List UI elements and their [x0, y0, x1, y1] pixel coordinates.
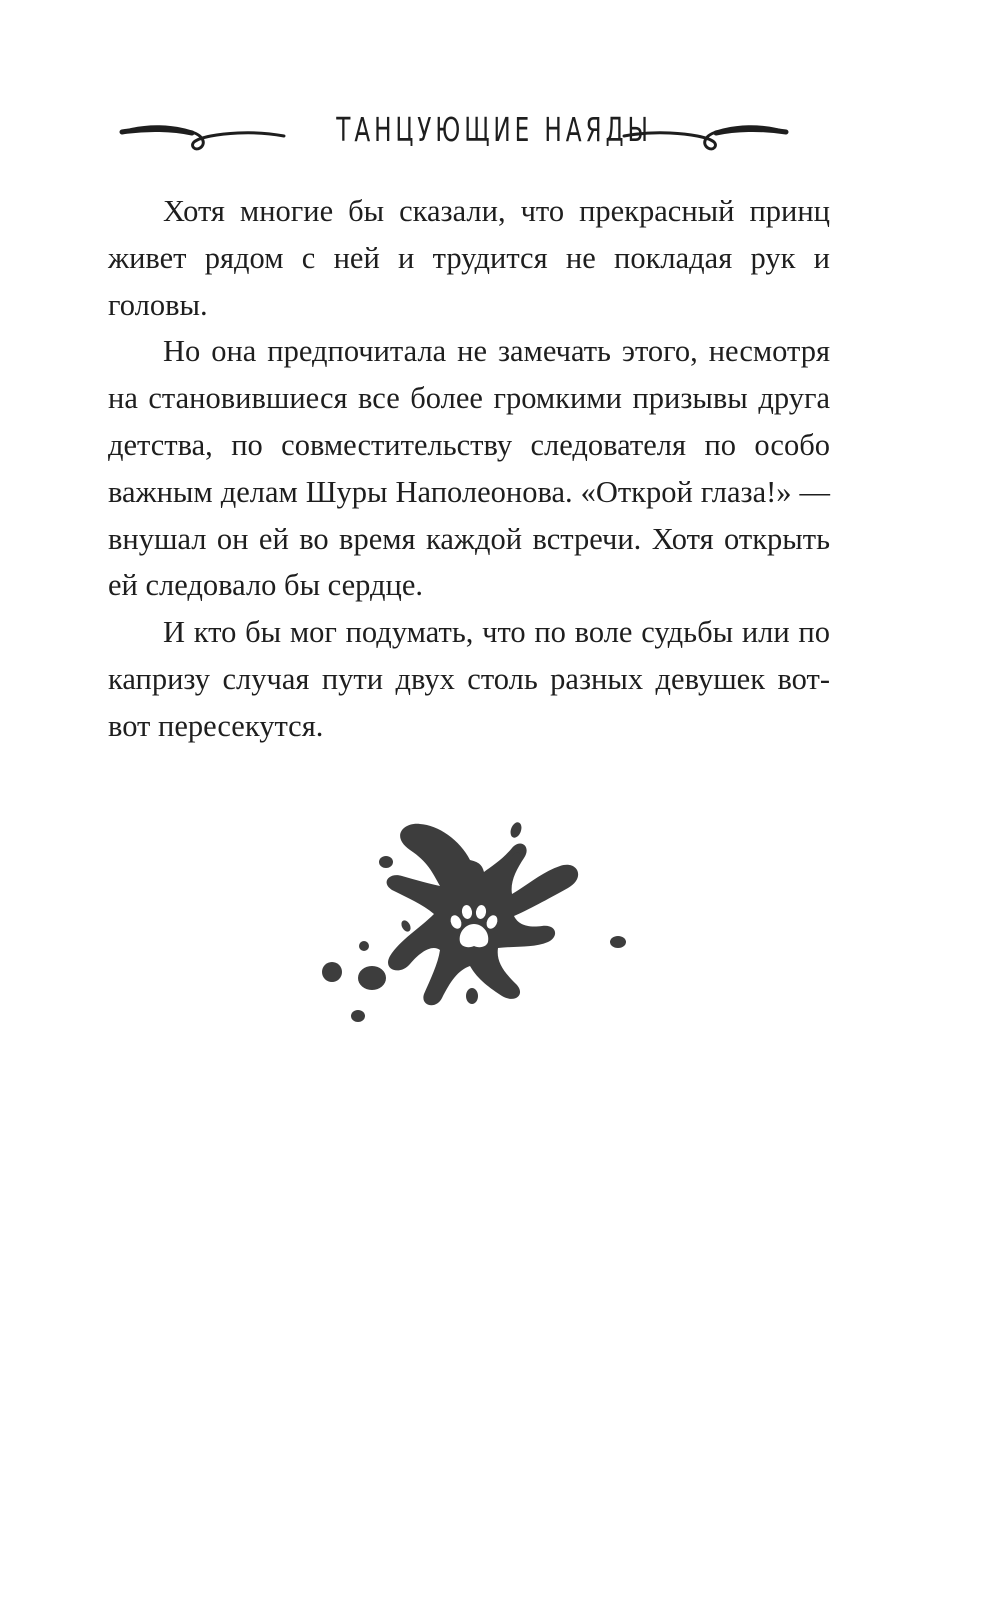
body-text	[108, 188, 830, 750]
running-title: ТАНЦУЮЩИЕ НАЯДЫ	[336, 110, 652, 149]
paragraph: Но она предпочитала не замечать этого, несмотря на становившиеся все более громкими призывы друга детства, по совместительству следователя по особо важным делам Шуры Наполеонова. «Открой глаза!» — внушал он ей во время каждой встречи. Хотя открыть ей следовало бы сердце.	[108, 334, 830, 603]
paragraph: Хотя многие бы сказали, что прекрасный принц живет рядом с ней и трудится не покладая рук и головы.	[108, 194, 830, 322]
ink-splat-paw-icon	[320, 820, 640, 1040]
running-header	[0, 104, 1000, 164]
paragraph: И кто бы мог подумать, что по воле судьбы или по капризу случая пути двух столь разных девушек вот-вот пересекутся.	[108, 615, 830, 743]
right-flourish-icon	[620, 118, 790, 158]
left-flourish-icon	[118, 118, 288, 158]
